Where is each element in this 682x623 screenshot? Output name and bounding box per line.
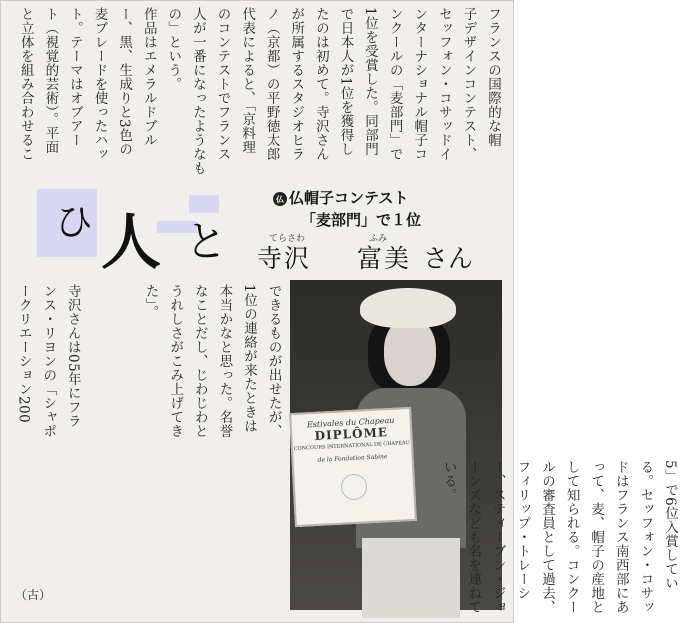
body-column-middle: できるものが出せたが、 1位の連絡が来たときは 本当かなと思った。名誉 なことだし、じわじわと うれしさがこみ上げてき た」。 [142,284,282,438]
diploma-certificate [289,407,417,527]
person-surname: 寺沢 [257,244,312,273]
person-given-name: 富美 [357,244,412,273]
logo-char-to: と [185,217,228,266]
country-tag-icon: 仏 [273,192,287,206]
byline-credit: （古） [15,588,52,602]
honorific: さん [423,244,474,273]
face [384,318,436,386]
hito-to-column-logo [37,189,237,278]
body-column-left: 寺沢さんは05年にフラ ンス・リヨンの「シャポ ークリエーション200 [15,284,81,438]
logo-char-hito: 人 [101,208,161,278]
diploma-foundation: de la Fondation Sabine [317,453,388,464]
subheadline-2: 「麦部門」で１位 [301,211,422,229]
article-heading [251,187,501,273]
body-column-right: 5」で6位入賞してい る。セッフォン・コサッ ドはフランス南西部にあ って、麦、帽子の産地と して知られる。コンクー ルの審査員として過去、 フィリップ・トレーシ ー、スティーブン・ジョ ーンズなども名を連ねて いる。 [440,460,678,614]
lead-paragraph: フランスの国際的な帽 子デザインコンテスト、 セッフォン・コサッドイ ンターナショナル帽子コ ンクールの「麦部門」で 1位を受賞した。同部門 で日本人が1位を獲得し たのは初めて。寺沢さん が所属するスタジオヒラ ノ（京都）の平野徳太郎 代表によると、「京料理 のコンテストでフランス 人が一番になったようなも の」という。 作品はエメラルドブル ー、黒、生成りと3色の 麦ブレードを使ったハッ ト。テーマはオブアー ト（視覚的芸術）。平面 と立体を組み合わせるこ [17,7,501,175]
surname-ruby: てらさわ [269,234,306,244]
subheadline-1 [273,187,408,208]
diploma-heading: DIPLÔME [314,425,389,443]
subheadline-1-text: 仏帽子コンテスト [289,189,409,207]
diploma-seal [340,473,367,500]
diploma-contest-name: CONCOURS INTERNATIONAL DE CHAPEAU [293,439,411,453]
diploma-event-title: Estivales du Chapeau [306,415,395,430]
hat [360,288,456,328]
logo-char-hi: ひ [55,200,94,244]
given-name-ruby: ふみ [369,234,388,244]
